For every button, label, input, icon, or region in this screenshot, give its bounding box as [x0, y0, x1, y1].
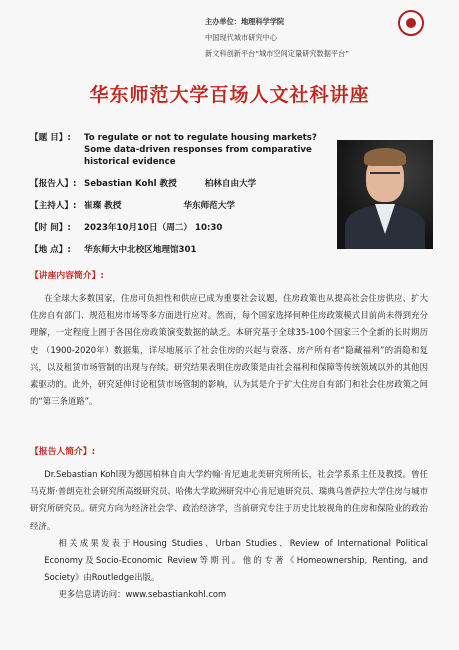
poster-title: 华东师范大学百场人文社科讲座	[89, 84, 370, 106]
speaker-name: Sebastian Kohl 教授	[84, 179, 177, 189]
university-emblem-icon	[398, 10, 424, 36]
abstract-text: 在全球大多数国家，住房可负担性和供应已成为重要社会议题，住房政策也从提高社会住房供应、扩大住房自有部门、规范租房市场等多方面进行应对。然而，每个国家选择何种住房政策模式目前尚未得到充分理解，一定程度上囿于各国住房政策演变数据的缺乏。本研究基于全球35-100个国家三个全新的长时期历史 （1900-2020年）数据集，详尽地展示了社会住房的兴起与衰落、房产所有者“隐藏福利”的消隐和复兴，以及租赁市场管制的出现与存续。研究结果表明住房政策是由社会福利和保障等传统领域以外的其他因素驱动的。此外，研究延伸讨论租赁市场管制的影响，认为其是介于扩大住房自有部门和社会住房政策之间的“第三条道路”。	[30, 293, 428, 407]
bio-text: Dr.Sebastian Kohl现为德国柏林自由大学约翰·肯尼迪北美研究所所长，社会学系系主任及教授。曾任马克斯·普朗克社会研究所高级研究员、哈佛大学欧洲研究中心肯尼迪研究员、瑞典乌普萨拉大学住房与城市研究所研究员。研究方向为经济社会学、政治经济学，当前研究专注于历史比较视角的住房和保险业的政治经济。	[30, 469, 428, 531]
speaker-affiliation: 柏林自由大学	[204, 179, 257, 189]
speaker-row	[30, 178, 330, 190]
bio-website: 更多信息请访问：www.sebastiankohl.com	[58, 589, 227, 600]
bio-publications: 相关成果发表于Housing Studies、Urban Studies、Review of International Political Economy及Socio-Economic Review等期刊。他的专著《Homeownership, Renting, and Society》由Routledge出版。	[44, 537, 428, 583]
host-label: 【主持人】:	[30, 201, 77, 211]
abstract-heading: 【讲座内容简介】:	[30, 271, 104, 281]
topic-row	[30, 132, 330, 168]
time-value: 2023年10月10日（周二） 10:30	[84, 223, 223, 233]
lecture-info	[30, 132, 330, 256]
bio-heading: 【报告人简介】:	[30, 447, 96, 457]
abstract-body	[30, 290, 428, 410]
organizer-line: 主办单位：地理科学学院	[205, 17, 285, 26]
place-row	[30, 244, 330, 256]
place-label: 【地 点】:	[30, 245, 71, 255]
time-row	[30, 222, 330, 234]
bio-body	[30, 466, 428, 604]
organizer-line: 新文科创新平台“城市空间定量研究数据平台”	[205, 49, 350, 58]
topic-value: To regulate or not to regulate housing markets? Some data-driven responses from comparative historical evidence	[84, 133, 317, 167]
speaker-label: 【报告人】:	[30, 179, 77, 189]
organizer-line: 中国现代城市研究中心	[205, 33, 277, 42]
place-value: 华东师大中北校区地理馆301	[84, 245, 197, 255]
organizers	[205, 14, 349, 62]
topic-label: 【题 目】:	[30, 133, 71, 143]
speaker-photo	[337, 140, 433, 249]
host-affiliation: 华东师范大学	[183, 201, 235, 211]
time-label: 【时 间】:	[30, 223, 71, 233]
host-name: 崔璨 教授	[84, 201, 122, 211]
host-row	[30, 200, 330, 212]
